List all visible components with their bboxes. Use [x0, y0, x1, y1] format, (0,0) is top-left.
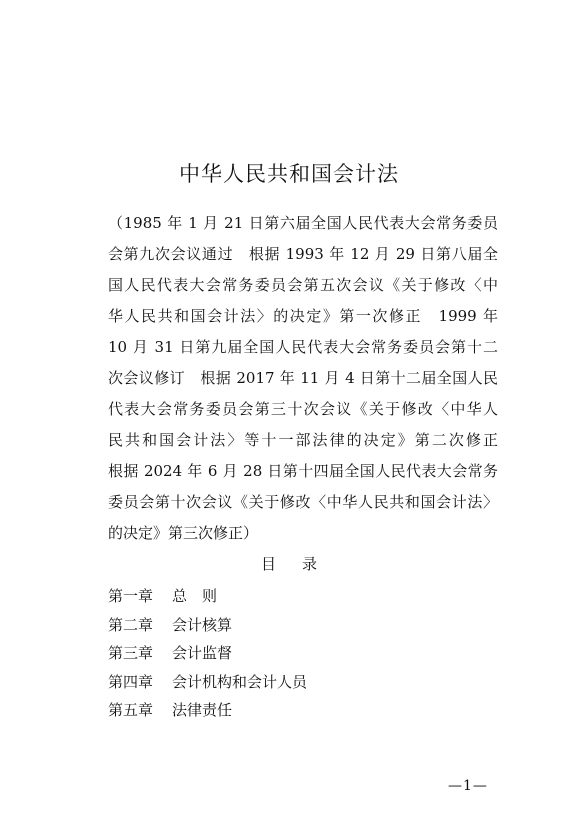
- table-of-contents: [108, 582, 307, 725]
- toc-item: [108, 696, 307, 725]
- legislative-history-line: 会第九次会议通过 根据 1993 年 12 月 29 日第八届全: [108, 245, 498, 263]
- legislative-history-line: （1985 年 1 月 21 日第六届全国人民代表大会常务委员: [108, 214, 498, 232]
- legislative-history-line: 委员会第十次会议《关于修改〈中华人民共和国会计法〉: [108, 493, 498, 511]
- page-number: —1—: [448, 778, 488, 794]
- document-title: 中华人民共和国会计法: [179, 162, 399, 186]
- toc-heading: 目录: [260, 555, 343, 573]
- legislative-history-line: 的决定》第三次修正）: [108, 524, 259, 542]
- legislative-history: [108, 208, 498, 549]
- legislative-history-line: 次会议修订 根据 2017 年 11 月 4 日第十二届全国人民: [108, 369, 498, 387]
- toc-chapter-name: 法律责任: [172, 701, 233, 719]
- toc-chapter-name: 会计核算: [172, 615, 233, 634]
- toc-chapter-number: 第五章: [108, 701, 154, 719]
- toc-item: [108, 611, 307, 640]
- toc-chapter-number: 第二章: [108, 615, 154, 634]
- toc-chapter-number: 第一章: [108, 587, 154, 605]
- legislative-history-line: 代表大会常务委员会第三十次会议《关于修改〈中华人: [108, 400, 498, 418]
- legislative-history-line: 国人民代表大会常务委员会第五次会议《关于修改〈中: [108, 276, 498, 294]
- toc-chapter-number: 第三章: [108, 644, 154, 662]
- legislative-history-line: 华人民共和国会计法〉的决定》第一次修正 1999 年: [108, 307, 498, 325]
- legislative-history-line: 民共和国会计法〉等十一部法律的决定》第二次修正: [108, 431, 498, 449]
- legislative-history-line: 根据 2024 年 6 月 28 日第十四届全国人民代表大会常务: [108, 462, 498, 480]
- toc-chapter-name: 会计监督: [172, 644, 233, 662]
- toc-chapter-name: 总则: [172, 587, 233, 605]
- toc-chapter-name: 会计机构和会计人员: [172, 672, 308, 691]
- legislative-history-line: 10 月 31 日第九届全国人民代表大会常务委员会第十二: [108, 338, 498, 356]
- toc-item: [108, 639, 307, 668]
- toc-item: [108, 582, 307, 611]
- toc-item: [108, 668, 307, 697]
- toc-chapter-number: 第四章: [108, 672, 154, 691]
